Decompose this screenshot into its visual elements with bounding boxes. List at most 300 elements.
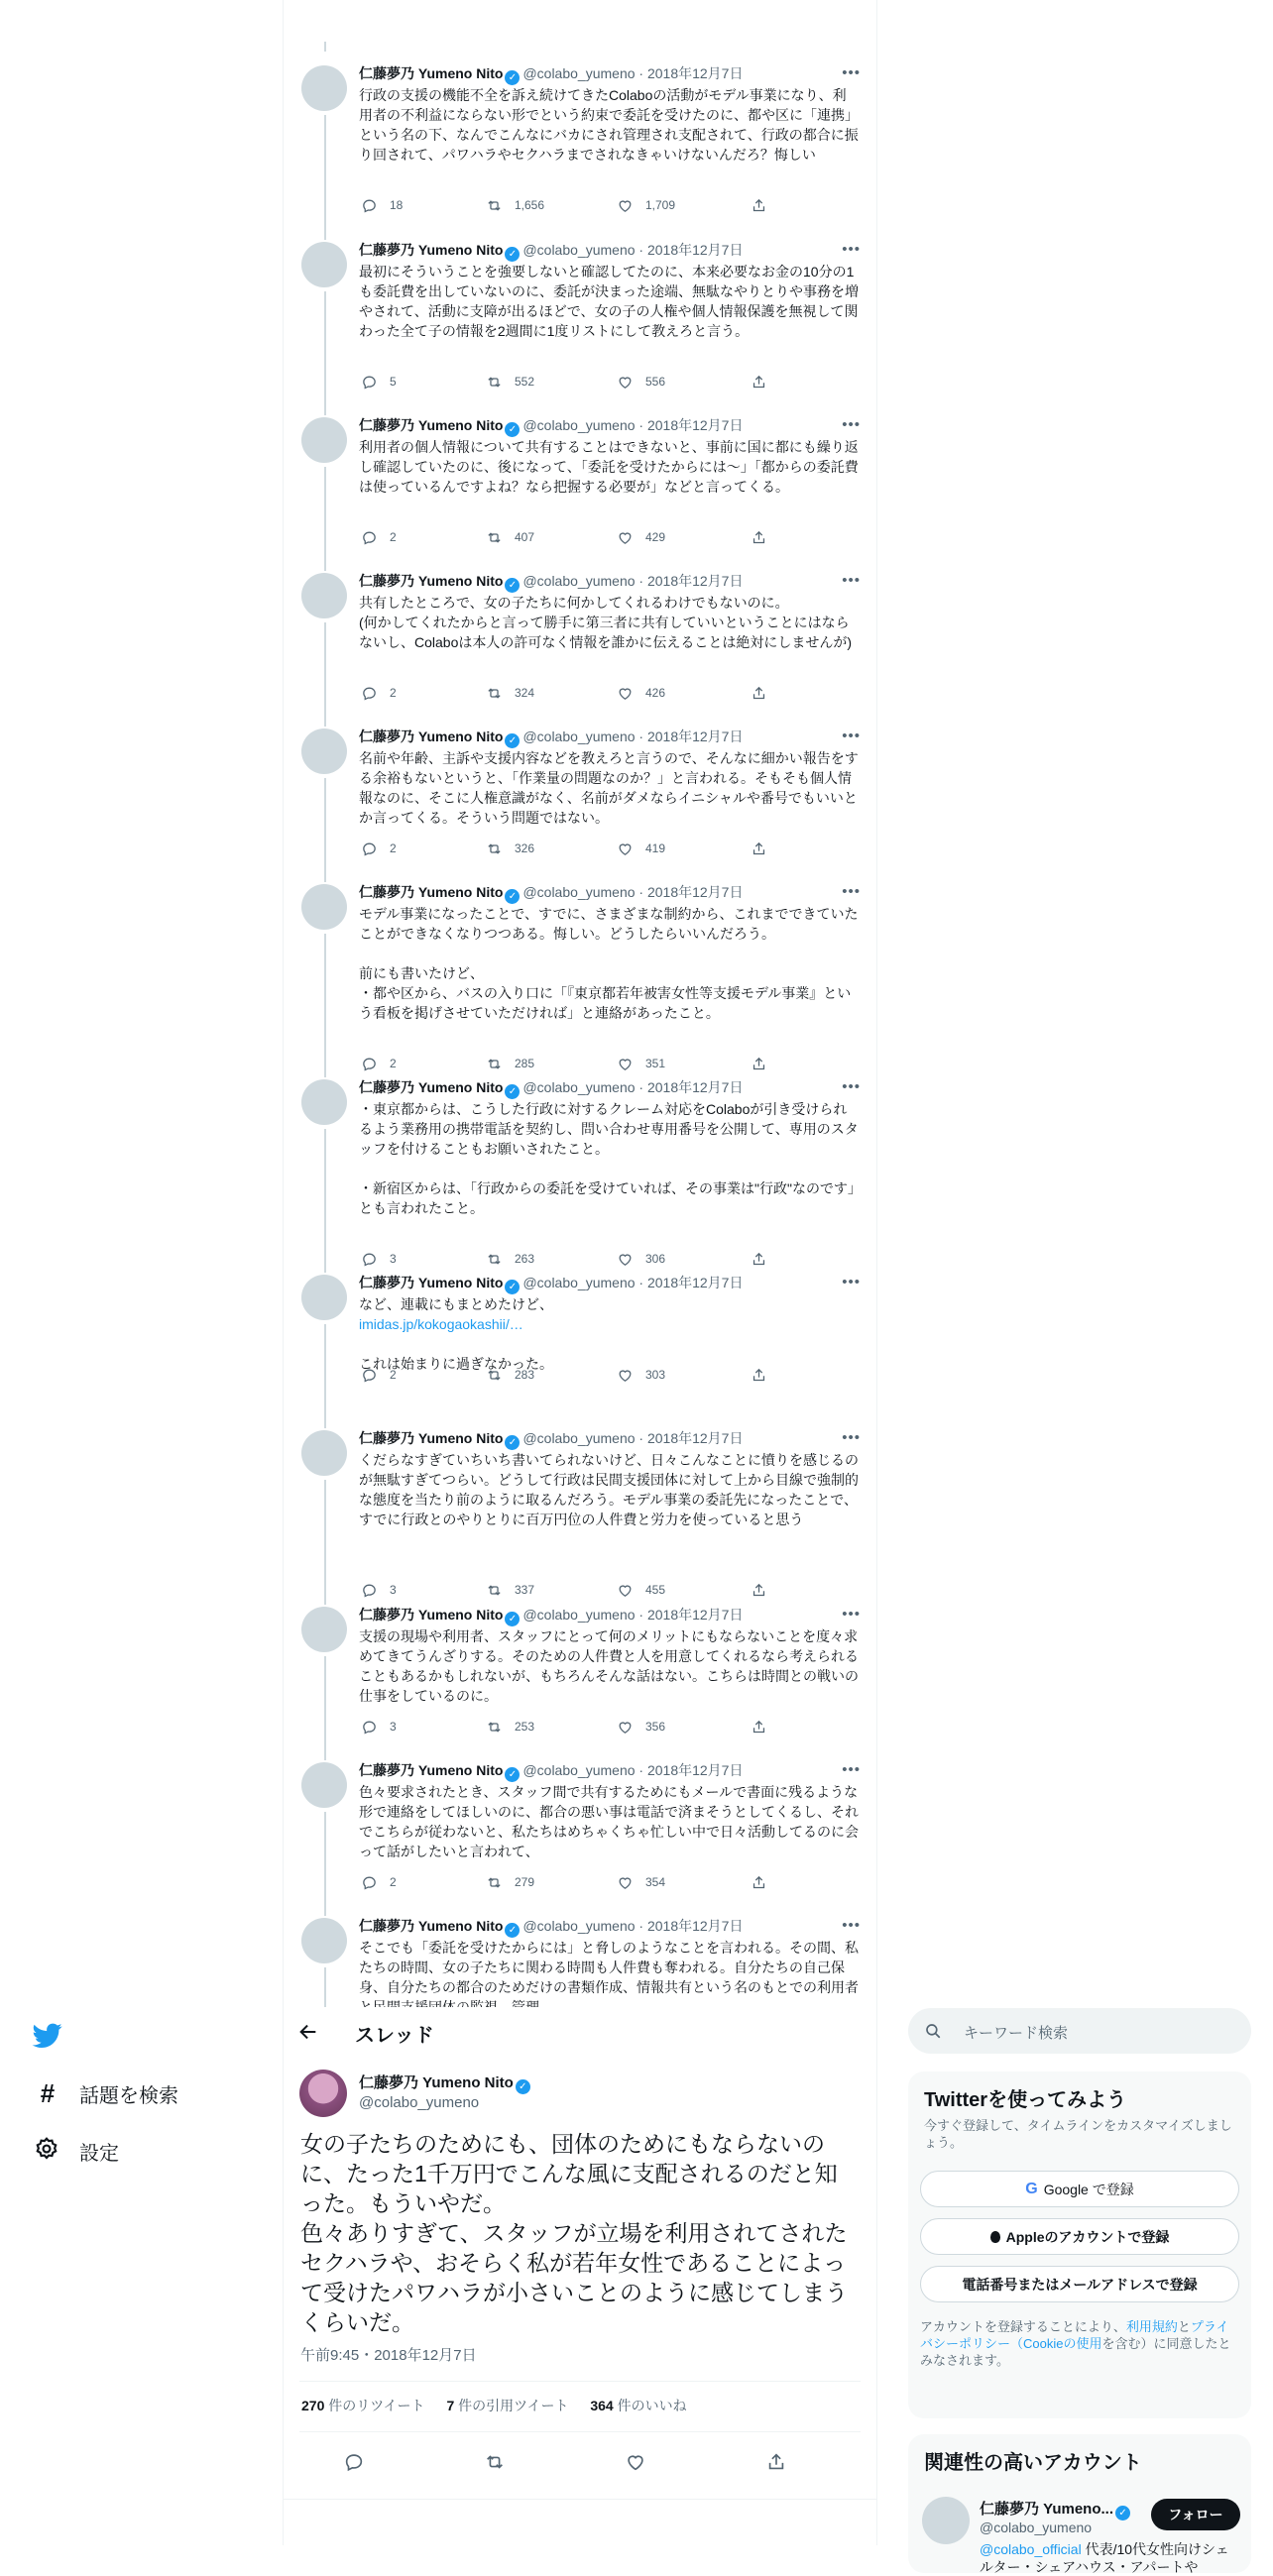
retweet-button[interactable] xyxy=(486,684,534,702)
tweet-header: 仁藤夢乃 Yumeno Nito ✓ @colabo_yumeno · 2018年12月7日 xyxy=(359,1275,744,1292)
retweet-button[interactable] xyxy=(486,840,534,857)
reply-count: 2 xyxy=(390,530,397,544)
tweet-date[interactable]: 2018年12月7日 xyxy=(646,417,744,433)
retweet-icon xyxy=(486,529,515,546)
more-options-icon[interactable]: ••• xyxy=(842,416,861,433)
retweet-button[interactable] xyxy=(486,373,534,391)
more-options-icon[interactable]: ••• xyxy=(842,1761,861,1778)
tweet-date[interactable]: 2018年12月7日 xyxy=(646,884,744,900)
avatar[interactable] xyxy=(301,242,347,287)
thread-tweet[interactable] xyxy=(284,569,876,725)
tweet-text: 共有したところで、女の子たちに何かしてくれるわけでもないのに。 (何かしてくれたからと言って勝手に第三者に共有していいということにはならないし、Colaboは本人の許可なく情報を誰かに伝えることは絶対にしませんが) xyxy=(359,595,853,650)
retweet-button[interactable] xyxy=(486,1055,534,1072)
reply-button[interactable] xyxy=(361,1250,397,1268)
author-name[interactable]: 仁藤夢乃 Yumeno Nito xyxy=(359,1275,504,1290)
quotes-stat[interactable]: 7 件の引用ツイート xyxy=(446,2398,569,2413)
like-count: 351 xyxy=(645,1057,666,1070)
related-account-bio: @colabo_official 代表/10代女性向けシェルター・シェアハウス・アパートや xyxy=(980,2541,1229,2575)
author-handle[interactable]: @colabo_yumeno xyxy=(522,728,636,744)
retweet-icon xyxy=(486,1251,515,1268)
thread-tweet[interactable] xyxy=(284,1758,876,1914)
thread-tweet[interactable] xyxy=(284,1426,876,1603)
more-options-icon[interactable]: ••• xyxy=(842,64,861,81)
reply-button[interactable] xyxy=(361,840,397,857)
like-count: 556 xyxy=(645,375,666,389)
author-handle[interactable]: @colabo_yumeno xyxy=(522,1762,636,1778)
thread-line xyxy=(324,549,326,559)
more-options-icon[interactable]: ••• xyxy=(842,241,861,258)
thread-line xyxy=(324,393,326,403)
tweet-actions xyxy=(359,1055,785,1072)
nav-settings[interactable] xyxy=(34,2136,119,2167)
retweet-icon[interactable] xyxy=(484,2451,506,2478)
search-icon xyxy=(924,2022,942,2045)
like-count: 303 xyxy=(645,1368,666,1382)
like-button[interactable] xyxy=(617,1366,665,1384)
share-icon xyxy=(751,1367,779,1384)
nav-explore-label: 話題を検索 xyxy=(79,2085,178,2107)
reply-button[interactable] xyxy=(361,373,397,391)
tweet-header: 仁藤夢乃 Yumeno Nito ✓ @colabo_yumeno · 2018年12月7日 xyxy=(359,1079,744,1097)
like-count: 419 xyxy=(645,841,666,855)
like-icon xyxy=(617,840,645,857)
tweet-text: くだらなすぎていちいち書いてられないけど、日々こんなことに憤りを感じるのが無駄すぎてつらい。どうして行政は民間支援団体に対して上から目線で強制的な態度を当たり前のように取るんだろう。モデル事業の委託先になったことで、すでに行政とのやりとりに百万円位の人件費と労力を使っていると思う xyxy=(359,1452,859,1527)
author-handle[interactable]: @colabo_yumeno xyxy=(522,65,636,81)
thread-line xyxy=(324,1583,326,1593)
tweet-date[interactable]: 2018年12月7日 xyxy=(646,1918,744,1934)
like-icon xyxy=(617,1251,645,1268)
author-name[interactable]: 仁藤夢乃 Yumeno Nito xyxy=(359,884,504,900)
share-button[interactable] xyxy=(751,1055,779,1072)
email-signup-button[interactable]: 電話番号またはメールアドレスで登録 xyxy=(920,2266,1239,2302)
tweet-date[interactable]: 2018年12月7日 xyxy=(646,1275,744,1290)
author-handle[interactable]: @colabo_yumeno xyxy=(522,1607,636,1623)
retweet-count: 1,656 xyxy=(515,198,545,212)
tweet-header: 仁藤夢乃 Yumeno Nito ✓ @colabo_yumeno · 2018年12月7日 xyxy=(359,1430,744,1448)
tweet-actions xyxy=(359,1366,785,1384)
like-icon xyxy=(617,685,645,702)
share-button[interactable] xyxy=(751,1581,779,1599)
avatar[interactable] xyxy=(301,1607,347,1652)
author-handle[interactable]: @colabo_yumeno xyxy=(522,1275,636,1290)
apple-signup-button[interactable]: Appleのアカウントで登録 xyxy=(920,2218,1239,2255)
avatar[interactable] xyxy=(301,1430,347,1476)
like-icon xyxy=(617,529,645,546)
like-button[interactable] xyxy=(617,684,665,702)
like-button[interactable] xyxy=(617,528,665,546)
reply-icon xyxy=(361,840,390,857)
author-handle[interactable]: @colabo_yumeno xyxy=(522,573,636,589)
retweets-stat[interactable]: 270 件のリツイート xyxy=(301,2398,425,2413)
related-avatar[interactable] xyxy=(922,2497,970,2544)
reply-count: 2 xyxy=(390,1368,397,1382)
author-handle[interactable]: @colabo_yumeno xyxy=(522,242,636,258)
thread-timeline xyxy=(284,0,876,2007)
more-options-icon[interactable]: ••• xyxy=(842,1606,861,1623)
avatar[interactable] xyxy=(301,884,347,930)
retweet-button[interactable] xyxy=(486,1250,534,1268)
retweet-button[interactable] xyxy=(486,1581,534,1599)
author-handle[interactable]: @colabo_yumeno xyxy=(522,1079,636,1095)
like-icon xyxy=(617,1719,645,1736)
author-handle[interactable]: @colabo_yumeno xyxy=(522,1918,636,1934)
main-tweet-avatar[interactable] xyxy=(299,2070,347,2117)
page-title: スレッド xyxy=(355,2025,434,2047)
avatar[interactable] xyxy=(301,1762,347,1808)
share-icon xyxy=(751,197,779,214)
verified-badge-icon: ✓ xyxy=(505,1435,520,1450)
avatar[interactable] xyxy=(301,728,347,774)
main-tweet-timestamp[interactable]: 午前9:45・2018年12月7日 xyxy=(300,2347,477,2364)
share-button[interactable] xyxy=(751,1718,779,1736)
verified-badge-icon: ✓ xyxy=(505,422,520,437)
tweet-date[interactable]: 2018年12月7日 xyxy=(646,1607,744,1623)
thread-line xyxy=(324,42,326,52)
bio-mention-link[interactable]: @colabo_official xyxy=(980,2541,1082,2557)
thread-line xyxy=(324,1738,326,1748)
nav-settings-label: 設定 xyxy=(79,2143,119,2165)
reply-icon xyxy=(361,1056,390,1072)
retweet-button[interactable] xyxy=(486,528,534,546)
reply-button[interactable] xyxy=(361,1873,397,1891)
tweet-actions xyxy=(359,528,785,546)
share-icon xyxy=(751,1251,779,1268)
search-placeholder: キーワード検索 xyxy=(964,2025,1069,2042)
retweet-icon xyxy=(486,374,515,391)
share-button[interactable] xyxy=(751,1250,779,1268)
thread-header xyxy=(284,2007,876,2059)
more-options-icon[interactable]: ••• xyxy=(842,1274,861,1290)
likes-stat[interactable]: 364 件のいいね xyxy=(590,2398,687,2413)
like-button[interactable] xyxy=(617,1873,665,1891)
tweet-actions xyxy=(359,684,785,702)
related-account-name[interactable]: 仁藤夢乃 Yumeno... ✓ xyxy=(980,2498,1133,2520)
verified-badge-icon: ✓ xyxy=(505,1280,520,1294)
main-tweet-text: 女の子たちのためにも、団体のためにもならないのに、たった1千万円でこんな風に支配されるのだと知った。もういやだ。 色々ありすぎて、スタッフが立場を利用されてされたセクハラや、おそらく私が若年女性であることによって受けたパワハラが小さいことのように感じてしまうくらいだ。 xyxy=(300,2131,848,2335)
like-count: 354 xyxy=(645,1875,666,1889)
author-name[interactable]: 仁藤夢乃 Yumeno Nito xyxy=(359,417,504,433)
reply-count: 2 xyxy=(390,841,397,855)
related-title: 関連性の高いアカウント xyxy=(924,2452,1142,2474)
verified-badge-icon: ✓ xyxy=(505,247,520,262)
gear-icon xyxy=(34,2136,61,2167)
retweet-icon xyxy=(486,685,515,702)
retweet-count: 279 xyxy=(515,1875,535,1889)
tweet-date[interactable]: 2018年12月7日 xyxy=(646,65,744,81)
more-options-icon[interactable]: ••• xyxy=(842,1429,861,1446)
like-button[interactable] xyxy=(617,1055,665,1072)
share-icon xyxy=(751,529,779,546)
verified-badge-icon: ✓ xyxy=(505,1612,520,1626)
tweet-text: ・東京都からは、こうした行政に対するクレーム対応をColaboが引き受けられるよう業務用の携帯電話を契約し、問い合わせ専用番号を公開して、専用のスタッフを付けることもお願いされたこと。 ・新宿区からは、「行政からの委託を受けていれば、その事業は"行政"なのです」とも言われたこと。 xyxy=(359,1101,859,1216)
main-tweet-actions xyxy=(299,2451,861,2475)
retweet-button[interactable] xyxy=(486,196,544,214)
thread-line xyxy=(324,218,326,228)
tweet-actions xyxy=(359,196,785,214)
share-icon xyxy=(751,1056,779,1072)
retweet-count: 283 xyxy=(515,1368,535,1382)
retweet-icon xyxy=(486,1056,515,1072)
tweet-text: 名前や年齢、主訴や支援内容などを教えろと言うので、そんなに細かい報告をする余裕もないというと、「作業量の問題なのか？」と言われる。そもそも個人情報なのに、そこに人権意識がなく、名前がダメならイニシャルや番号でもいいとか言ってくる。そういう問題ではない。 xyxy=(359,750,859,826)
reply-count: 2 xyxy=(390,1057,397,1070)
author-handle[interactable]: @colabo_yumeno xyxy=(522,884,636,900)
share-icon[interactable] xyxy=(765,2451,787,2478)
thread-tweet[interactable] xyxy=(284,1271,876,1426)
tweet-text: そこでも「委託を受けたからには」と脅しのようなことを言われる。その間、私たちの時間、女の子たちに関わる時間も人件費も奪われる。自分たちの自己保身、自分たちの都合のためだけの書類作成、情報共有という名のもとでの利用者 xyxy=(359,1940,859,1995)
share-icon xyxy=(751,1874,779,1891)
apple-icon xyxy=(990,2231,1000,2243)
reply-count: 2 xyxy=(390,686,397,700)
share-icon xyxy=(751,374,779,391)
thread-tweet[interactable] xyxy=(284,1603,876,1758)
tweet-text: 色々要求されたとき、スタッフ間で共有するためにもメールで書面に残るような形で連絡をしてほしいのに、都合の悪い事は電話で済まそうとしてくるし、それでこちらが従わないと、私たちはめちゃくちゃ忙しい中で日々活動してるのに会って話がしたいと言われて、 xyxy=(359,1784,859,1859)
legal-text: アカウントを登録することにより、利用規約とプライバシーポリシー（Cookieの使用を含む）に同意したとみなされます。 xyxy=(920,2319,1231,2368)
author-handle[interactable]: @colabo_yumeno xyxy=(522,417,636,433)
reply-button[interactable] xyxy=(361,1581,397,1599)
tweet-date[interactable]: 2018年12月7日 xyxy=(646,242,744,258)
tweet-text: 利用者の個人情報について共有することはできないと、事前に国に都にも繰り返し確認していたのに、後になって、「委託を受けたからには〜」「都からの委託費は使っているんですよね？なら把握する必要が」などと言ってくる。 xyxy=(359,439,859,495)
tweet-date[interactable]: 2018年12月7日 xyxy=(646,1430,744,1446)
reply-icon xyxy=(361,374,390,391)
reply-icon xyxy=(361,685,390,702)
like-button[interactable] xyxy=(617,196,675,214)
avatar[interactable] xyxy=(301,1275,347,1320)
reply-icon xyxy=(361,1874,390,1891)
tweet-actions xyxy=(359,1718,785,1736)
like-count: 426 xyxy=(645,686,666,700)
reply-button[interactable] xyxy=(361,196,403,214)
author-handle[interactable]: @colabo_yumeno xyxy=(522,1430,636,1446)
reply-icon xyxy=(361,1582,390,1599)
thread-tweet[interactable] xyxy=(284,1914,876,2007)
like-icon xyxy=(617,1056,645,1072)
avatar[interactable] xyxy=(301,1079,347,1125)
like-icon xyxy=(617,1582,645,1599)
like-count: 306 xyxy=(645,1252,666,1266)
avatar[interactable] xyxy=(301,573,347,618)
reply-count: 18 xyxy=(390,198,404,212)
share-icon xyxy=(751,685,779,702)
retweet-icon xyxy=(486,197,515,214)
hashtag-icon: # xyxy=(40,2078,56,2108)
related-account-handle: @colabo_yumeno xyxy=(980,2520,1093,2535)
tweet-actions xyxy=(359,1873,785,1891)
retweet-button[interactable] xyxy=(486,1873,534,1891)
tweet-header: 仁藤夢乃 Yumeno Nito ✓ @colabo_yumeno · 2018年12月7日 xyxy=(359,242,744,260)
thread-tweet[interactable] xyxy=(284,880,876,1075)
more-options-icon[interactable]: ••• xyxy=(842,572,861,589)
thread-line xyxy=(324,1056,326,1065)
nav-explore[interactable] xyxy=(34,2078,178,2109)
retweet-count: 337 xyxy=(515,1583,535,1597)
more-options-icon[interactable]: ••• xyxy=(842,1917,861,1934)
like-button[interactable] xyxy=(617,840,665,857)
tweet-date[interactable]: 2018年12月7日 xyxy=(646,728,744,744)
like-count: 429 xyxy=(645,530,666,544)
main-tweet-stats xyxy=(301,2396,687,2415)
tweet-header: 仁藤夢乃 Yumeno Nito ✓ @colabo_yumeno · 2018年12月7日 xyxy=(359,1918,744,1936)
verified-badge-icon: ✓ xyxy=(505,1084,520,1099)
verified-badge-icon: ✓ xyxy=(505,733,520,748)
right-sidebar xyxy=(877,2007,1273,2575)
verified-badge-icon: ✓ xyxy=(516,2079,530,2094)
tweet-date[interactable]: 2018年12月7日 xyxy=(646,573,744,589)
avatar[interactable] xyxy=(301,65,347,111)
signup-title: Twitterを使ってみよう xyxy=(924,2089,1127,2111)
left-nav xyxy=(0,2007,283,2545)
reply-count: 3 xyxy=(390,1252,397,1266)
google-icon: G xyxy=(1025,2180,1038,2197)
author-name[interactable]: 仁藤夢乃 Yumeno Nito xyxy=(359,1079,504,1095)
like-icon[interactable] xyxy=(625,2451,646,2478)
retweet-count: 253 xyxy=(515,1720,535,1734)
verified-badge-icon: ✓ xyxy=(505,1923,520,1938)
author-name: 仁藤夢乃 Yumeno Nito xyxy=(359,2074,514,2091)
share-icon xyxy=(751,1582,779,1599)
follow-button[interactable]: フォロー xyxy=(1151,2499,1240,2530)
signup-subtitle: 今すぐ登録して、タイムラインをカスタマイズしましょう。 xyxy=(924,2118,1232,2150)
like-count: 455 xyxy=(645,1583,666,1597)
thread-tweet[interactable] xyxy=(284,238,876,413)
privacy-link[interactable]: プライバシーポリシー（Cookieの使用 xyxy=(920,2319,1229,2351)
author-name[interactable]: 仁藤夢乃 Yumeno Nito xyxy=(359,1918,504,1934)
author-handle[interactable]: @colabo_yumeno xyxy=(359,2094,480,2111)
tweet-text: など、連載にもまとめたけど、 imidas.jp/kokogaokashii/… これは始まりに過ぎなかった。 xyxy=(359,1296,553,1372)
related-accounts-card xyxy=(908,2434,1251,2573)
tweet-link[interactable]: imidas.jp/kokogaokashii/… xyxy=(359,1316,523,1332)
terms-link[interactable]: 利用規約 xyxy=(1125,2319,1178,2334)
retweet-icon xyxy=(486,1874,515,1891)
tweet-header: 仁藤夢乃 Yumeno Nito ✓ @colabo_yumeno · 2018年12月7日 xyxy=(359,1762,744,1780)
google-signup-button[interactable]: G Google で登録 xyxy=(920,2171,1239,2207)
reply-button[interactable] xyxy=(361,1366,397,1384)
avatar[interactable] xyxy=(301,1918,347,1963)
reply-count: 2 xyxy=(390,1875,397,1889)
like-icon xyxy=(617,374,645,391)
reply-button[interactable] xyxy=(361,1718,397,1736)
main-column xyxy=(284,2007,876,2545)
reply-button[interactable] xyxy=(361,528,397,546)
reply-button[interactable] xyxy=(361,684,397,702)
share-button[interactable] xyxy=(751,373,779,391)
reply-count: 3 xyxy=(390,1720,397,1734)
reply-icon xyxy=(361,1367,390,1384)
more-options-icon[interactable]: ••• xyxy=(842,883,861,900)
retweet-count: 285 xyxy=(515,1057,535,1070)
thread-tweet[interactable] xyxy=(284,1075,876,1271)
retweet-count: 263 xyxy=(515,1252,535,1266)
share-button[interactable] xyxy=(751,1873,779,1891)
tweet-actions xyxy=(359,373,785,391)
thread-line xyxy=(324,1406,326,1416)
tweet-header: 仁藤夢乃 Yumeno Nito ✓ @colabo_yumeno · 2018年12月7日 xyxy=(359,65,744,83)
avatar[interactable] xyxy=(301,417,347,463)
retweet-icon xyxy=(486,840,515,857)
share-button[interactable] xyxy=(751,684,779,702)
thread-tweet[interactable] xyxy=(284,61,876,238)
tweet-header: 仁藤夢乃 Yumeno Nito ✓ @colabo_yumeno · 2018年12月7日 xyxy=(359,884,744,902)
retweet-count: 552 xyxy=(515,375,535,389)
reply-count: 3 xyxy=(390,1583,397,1597)
tweet-header: 仁藤夢乃 Yumeno Nito ✓ @colabo_yumeno · 2018年12月7日 xyxy=(359,728,744,746)
retweet-button[interactable] xyxy=(486,1366,534,1384)
thread-tweet[interactable] xyxy=(284,413,876,569)
share-icon xyxy=(751,840,779,857)
like-count: 356 xyxy=(645,1720,666,1734)
twitter-logo-icon[interactable] xyxy=(33,2020,62,2050)
share-button[interactable] xyxy=(751,196,779,214)
reply-icon xyxy=(361,1251,390,1268)
like-button[interactable] xyxy=(617,1718,665,1736)
signup-card xyxy=(908,2072,1251,2418)
share-button[interactable] xyxy=(751,840,779,857)
retweet-button[interactable] xyxy=(486,1718,534,1736)
tweet-actions xyxy=(359,1250,785,1268)
reply-icon xyxy=(361,197,390,214)
tweet-text: 最初にそういうことを強要しないと確認してたのに、本来必要なお金の10分の1も委託費を出していないのに、委託が決まった途端、無駄なやりとりや事務を増やされて、活動に支障が出るほどで、女の子の人権や個人情報保護を無視して関わった全て子の情報を2週間に1度リストにして教えろと言う。 xyxy=(359,264,859,339)
tweet-date[interactable]: 2018年12月7日 xyxy=(646,1079,744,1095)
share-icon xyxy=(751,1719,779,1736)
like-icon xyxy=(617,1367,645,1384)
reply-icon[interactable] xyxy=(343,2451,365,2478)
author-name[interactable]: 仁藤夢乃 Yumeno Nito xyxy=(359,573,504,589)
share-button[interactable] xyxy=(751,1366,779,1384)
back-arrow-icon[interactable] xyxy=(297,2021,319,2048)
verified-badge-icon: ✓ xyxy=(505,1767,520,1782)
tweet-actions xyxy=(359,1581,785,1599)
author-name[interactable]: 仁藤夢乃 Yumeno Nito xyxy=(359,242,504,258)
thread-line xyxy=(324,1894,326,1904)
like-icon xyxy=(617,1874,645,1891)
like-button[interactable] xyxy=(617,1581,665,1599)
reply-icon xyxy=(361,1719,390,1736)
like-count: 1,709 xyxy=(645,198,676,212)
retweet-icon xyxy=(486,1582,515,1599)
author-name[interactable]: 仁藤夢乃 Yumeno Nito xyxy=(359,65,504,81)
thread-tweet[interactable] xyxy=(284,725,876,880)
reply-icon xyxy=(361,529,390,546)
thread-line xyxy=(324,705,326,715)
search-input[interactable] xyxy=(908,2008,1251,2054)
verified-badge-icon: ✓ xyxy=(1115,2506,1130,2520)
more-options-icon[interactable]: ••• xyxy=(842,1078,861,1095)
author-name[interactable]: 仁藤夢乃 Yumeno Nito xyxy=(359,1430,504,1446)
thread-line xyxy=(324,860,326,870)
tweet-text: モデル事業になったことで、すでに、さまざまな制約から、これまでできていたことができなくなりつつある。悔しい。どうしたらいいんだろう。 前にも書いたけど、 ・都や区から、バスの入り口に「『東京都若年被害女性等支援モデル事業』という看板を掲げさせていただければ」と連絡があったこと。 xyxy=(359,906,859,1021)
tweet-text: 行政の支援の機能不全を訴え続けてきたColaboの活動がモデル事業になり、利用者の不利益にならない形でという約束で委託を受けたのに、都や区に「連携」という名の下、なんでこんなにバカにされ管理され支配されて、行政の都合に振り回されて、パワハラやセクハラまでされなきゃいけないんだろ？悔しい xyxy=(359,87,859,163)
like-icon xyxy=(617,197,645,214)
author-name[interactable]: 仁藤夢乃 Yumeno Nito xyxy=(359,1607,504,1623)
retweet-count: 407 xyxy=(515,530,535,544)
like-button[interactable] xyxy=(617,373,665,391)
tweet-header: 仁藤夢乃 Yumeno Nito ✓ @colabo_yumeno · 2018年12月7日 xyxy=(359,417,744,435)
more-options-icon[interactable]: ••• xyxy=(842,728,861,744)
tweet-text: 支援の現場や利用者、スタッフにとって何のメリットにもならないことを度々求めてきてうんざりする。そのための人件費と人を用意してくれるなら考えられることもあるかもしれないが、もちろんそんな話はない。こちらは時間との戦いの仕事をしているのに。 xyxy=(359,1628,859,1704)
author-name[interactable]: 仁藤夢乃 Yumeno Nito xyxy=(359,728,504,744)
retweet-icon xyxy=(486,1367,515,1384)
tweet-header: 仁藤夢乃 Yumeno Nito ✓ @colabo_yumeno · 2018年12月7日 xyxy=(359,1607,744,1624)
author-name[interactable]: 仁藤夢乃 Yumeno Nito xyxy=(359,1762,504,1778)
reply-button[interactable] xyxy=(361,1055,397,1072)
verified-badge-icon: ✓ xyxy=(505,70,520,85)
retweet-icon xyxy=(486,1719,515,1736)
share-button[interactable] xyxy=(751,528,779,546)
verified-badge-icon: ✓ xyxy=(505,578,520,593)
like-button[interactable] xyxy=(617,1250,665,1268)
main-tweet-author[interactable] xyxy=(359,2073,533,2094)
tweet-date[interactable]: 2018年12月7日 xyxy=(646,1762,744,1778)
tweet-actions xyxy=(359,840,785,857)
